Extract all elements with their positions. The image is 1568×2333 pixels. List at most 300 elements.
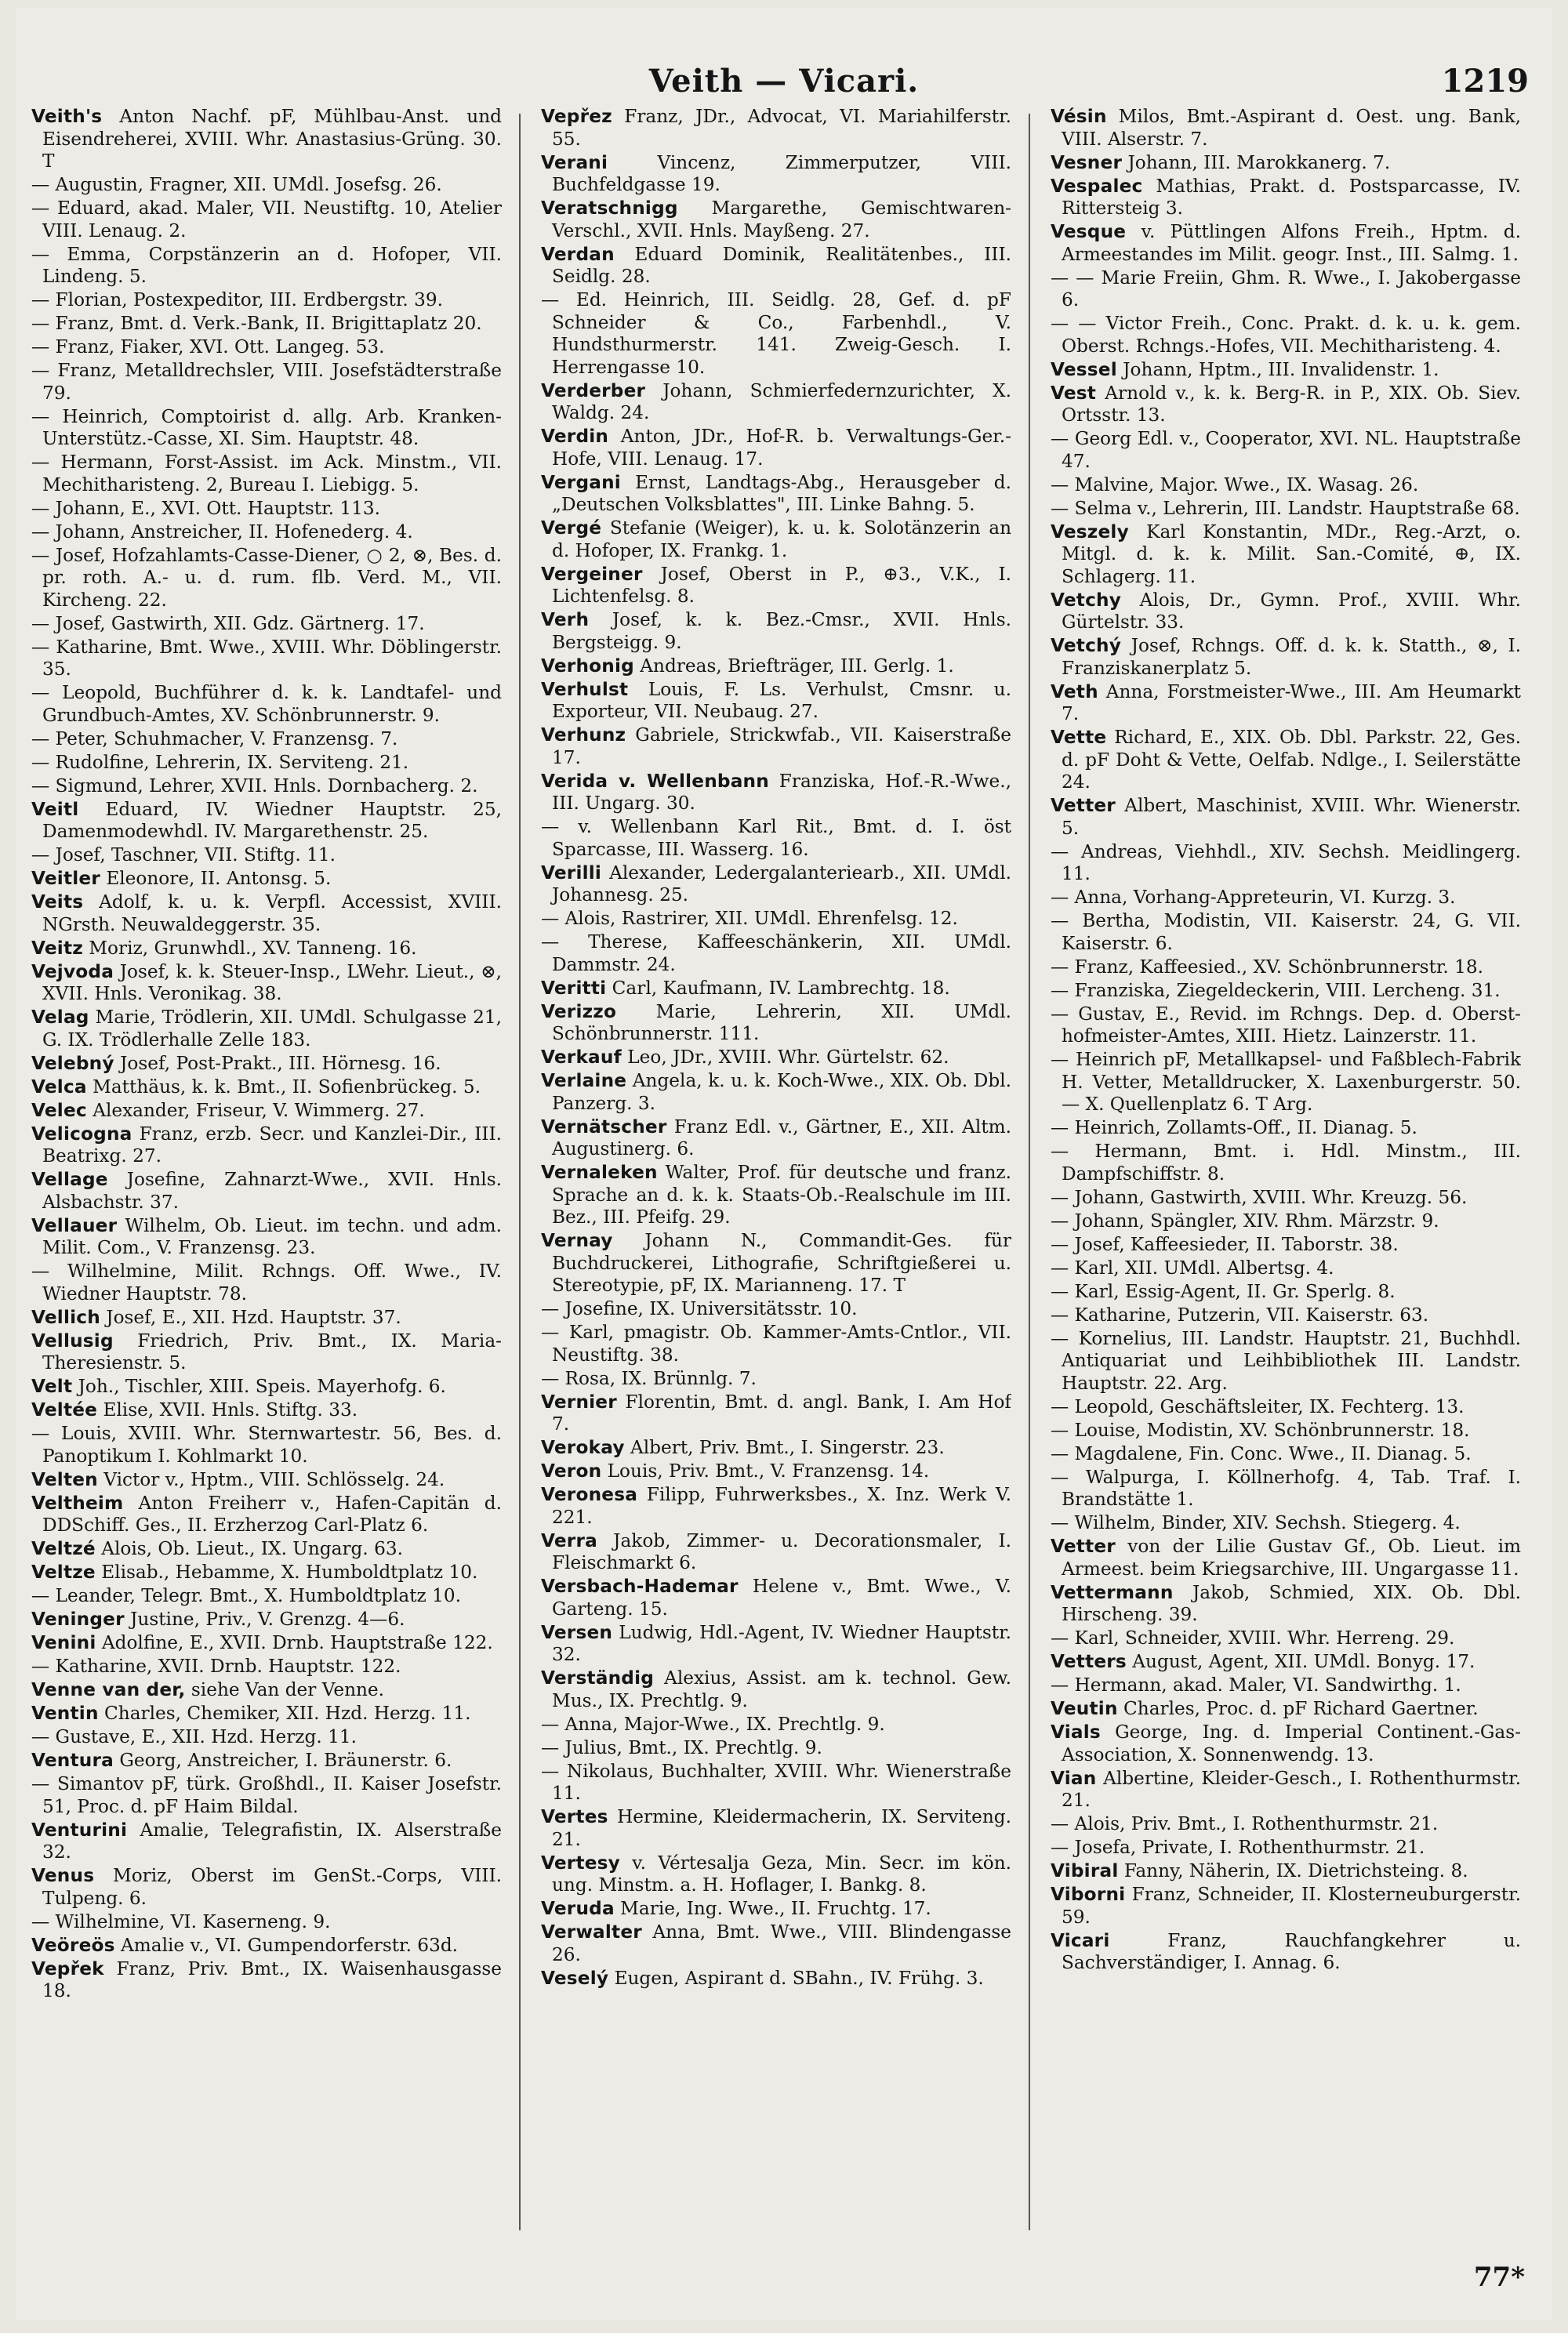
entry-surname: Vials — [1051, 1722, 1101, 1743]
entry-details: Charles, Chemiker, XII. Hzd. Herzg. 11. — [98, 1703, 471, 1724]
directory-entry — [1051, 474, 1521, 497]
entry-details: Walter, Prof. für deutsche und franz. Sprache an d. k. k. Staats-Ob.-Realschule im III. Bez., III. Pfeifg. 29. — [552, 1162, 1011, 1228]
entry-details: Fanny, Näherin, IX. Dietrichsteing. 8. — [1118, 1860, 1468, 1881]
directory-entry — [541, 106, 1011, 151]
entry-details: — Karl, Schneider, XVIII. Whr. Herreng. 29. — [1051, 1627, 1455, 1649]
entry-details: — Bertha, Modistin, VII. Kaiserstr. 24, G. VII. Kaiserstr. 6. — [1051, 910, 1521, 954]
directory-entry — [541, 931, 1011, 976]
entry-details: Josef, Rchngs. Off. d. k. k. Statth., ⊗, I. Franziskanerplatz 5. — [1062, 635, 1521, 679]
entry-surname: Veratschnigg — [541, 198, 678, 219]
directory-entry — [1051, 1420, 1521, 1442]
entry-details: — Kornelius, III. Landstr. Hauptstr. 21, Buchhdl. Antiquariat und Leihbibliothek III. Landstr. Hauptstr. 22. Arg. — [1051, 1327, 1521, 1394]
directory-entry — [31, 1585, 502, 1608]
directory-entry — [541, 816, 1011, 861]
directory-entry — [31, 1632, 502, 1655]
entry-details: Eleonore, II. Antonsg. 5. — [100, 868, 332, 889]
directory-entry — [31, 1609, 502, 1631]
entry-surname: Vernaleken — [541, 1162, 658, 1183]
entry-surname: Verwalter — [541, 1921, 642, 1943]
entry-surname: Ventura — [31, 1750, 114, 1771]
entry-details: — Johann, E., XVI. Ott. Hauptstr. 113. — [31, 497, 381, 519]
entry-details: Carl, Kaufmann, IV. Lambrechtg. 18. — [606, 977, 950, 999]
directory-entry — [541, 1116, 1011, 1161]
directory-entry — [1051, 1443, 1521, 1466]
entry-details: — Walpurga, I. Köllnerhofg. 4, Tab. Traf. I. Brandstätte 1. — [1051, 1466, 1521, 1510]
directory-entry — [1051, 1117, 1521, 1140]
directory-entry — [1051, 1837, 1521, 1860]
entry-details: — Franz, Metalldrechsler, VIII. Josefstädterstraße 79. — [31, 360, 502, 404]
entry-details: Charles, Proc. d. pF Richard Gaertner. — [1117, 1698, 1479, 1719]
directory-entry — [1051, 106, 1521, 151]
entry-surname: Veitz — [31, 937, 83, 959]
entry-details: Friedrich, Priv. Bmt., IX. Maria-Theresienstr. 5. — [42, 1330, 502, 1373]
page-number: 1219 — [1441, 63, 1529, 100]
entry-details: — Nikolaus, Buchhalter, XVIII. Whr. Wienerstraße 11. — [541, 1760, 1011, 1804]
entry-surname: Veszely — [1051, 521, 1129, 542]
directory-entry — [1051, 1674, 1521, 1697]
directory-entry — [541, 1761, 1011, 1805]
directory-entry — [1051, 428, 1521, 473]
entry-surname: Vellich — [31, 1306, 100, 1328]
entry-surname: Vetters — [1051, 1651, 1127, 1672]
directory-entry — [31, 244, 502, 288]
entry-details: Richard, E., XIX. Ob. Dbl. Parkstr. 22, Ges. d. pF Doht & Vette, Oelfab. Ndlge., I. Seilerstätte 24. — [1062, 727, 1521, 793]
entry-details: Josef, k. k. Steuer-Insp., LWehr. Lieut., ⊗, XVII. Hnls. Veronikag. 38. — [42, 960, 502, 1004]
directory-entry — [31, 1307, 502, 1330]
entry-surname: Vibiral — [1051, 1860, 1119, 1881]
directory-entry — [541, 978, 1011, 1000]
entry-details: — Leander, Telegr. Bmt., X. Humboldtplatz 10. — [31, 1585, 462, 1606]
directory-entry — [31, 1820, 502, 1864]
directory-entry — [31, 1261, 502, 1305]
entry-details: — Karl, pmagistr. Ob. Kammer-Amts-Cntlor., VII. Neustiftg. 38. — [541, 1322, 1011, 1366]
entry-details: Elise, XVII. Hnls. Stiftg. 33. — [97, 1399, 358, 1420]
directory-entry — [31, 1100, 502, 1123]
entry-details: Johann, Schmierfedernzurichter, X. Waldg. 24. — [552, 379, 1011, 423]
entry-details: — Therese, Kaffeeschänkerin, XII. UMdl. Dammstr. 24. — [541, 931, 1011, 975]
directory-entry — [541, 564, 1011, 608]
column-3 — [1051, 106, 1521, 2238]
directory-entry — [31, 1330, 502, 1375]
entry-details: Marie, Lehrerin, XII. UMdl. Schönbrunnerstr. 111. — [552, 1000, 1011, 1044]
directory-entry — [541, 1162, 1011, 1229]
entry-details: — Franz, Fiaker, XVI. Ott. Langeg. 53. — [31, 336, 385, 357]
entry-surname: Vellage — [31, 1169, 108, 1190]
directory-entry — [1051, 1813, 1521, 1836]
entry-details: Arnold v., k. k. Berg-R. in P., XIX. Ob. Siev. Ortsstr. 13. — [1062, 382, 1521, 426]
directory-entry — [541, 1806, 1011, 1851]
directory-entry — [31, 1399, 502, 1422]
entry-surname: Vesner — [1051, 151, 1123, 173]
directory-entry — [541, 1484, 1011, 1529]
entry-surname: Viborni — [1051, 1884, 1126, 1905]
entry-surname: Verdin — [541, 426, 609, 447]
entry-details: — Hermann, akad. Maler, VI. Sandwirthg. 1. — [1051, 1674, 1461, 1696]
entry-details: — Josef, Gastwirth, XII. Gdz. Gärtnerg. 17. — [31, 612, 425, 634]
directory-entry — [1051, 956, 1521, 979]
entry-details: Mathias, Prakt. d. Postsparcasse, IV. Rittersteig 3. — [1062, 175, 1521, 219]
entry-details: Georg, Anstreicher, I. Bräunerstr. 6. — [114, 1750, 452, 1771]
directory-entry — [541, 1852, 1011, 1897]
entry-details: Elisab., Hebamme, X. Humboldtplatz 10. — [95, 1562, 478, 1583]
directory-entry — [31, 289, 502, 312]
entry-details: — Johann, Gastwirth, XVIII. Whr. Kreuzg. 56. — [1051, 1186, 1468, 1208]
entry-surname: Verani — [541, 151, 608, 173]
entry-details: — Emma, Corpstänzerin an d. Hofoper, VII. Lindeng. 5. — [31, 243, 502, 287]
directory-entry — [31, 1376, 502, 1399]
directory-entry — [31, 452, 502, 496]
entry-surname: Vian — [1051, 1767, 1097, 1789]
entry-details: — Leopold, Buchführer d. k. k. Landtafel- und Grundbuch-Amtes, XV. Schönbrunnerstr. 9. — [31, 682, 502, 726]
entry-details: — Julius, Bmt., IX. Prechtlg. 9. — [541, 1736, 822, 1758]
directory-entry — [31, 1123, 502, 1168]
directory-entry — [1051, 1698, 1521, 1721]
directory-columns — [31, 106, 1525, 2238]
directory-entry — [541, 1576, 1011, 1620]
directory-entry — [541, 198, 1011, 242]
entry-surname: Veöreös — [31, 1934, 115, 1956]
entry-details: — Ed. Heinrich, III. Seidlg. 28, Gef. d. pF Schneider & Co., Farbenhdl., V. Hundsthurmerstr. 141. Zweig-Gesch. I. Herrengasse 10. — [541, 289, 1011, 378]
entry-surname: Vicari — [1051, 1929, 1110, 1951]
entry-surname: Velec — [31, 1099, 87, 1121]
entry-details: — Rosa, IX. Brünnlg. 7. — [541, 1367, 757, 1389]
directory-entry — [1051, 727, 1521, 794]
directory-entry — [1051, 176, 1521, 220]
directory-entry — [31, 313, 502, 336]
entry-details: Anna, Bmt. Wwe., VIII. Blindengasse 26. — [552, 1921, 1011, 1965]
entry-details: Gabriele, Strickwfab., VII. Kaiserstraße 17. — [552, 724, 1011, 768]
entry-details: — Gustav, E., Revid. im Rchngs. Dep. d. Oberst-hofmeister-Amtes, XIII. Hietz. Lainzerstr. 11. — [1051, 1003, 1521, 1047]
entry-details: — Rudolfine, Lehrerin, IX. Serviteng. 21. — [31, 751, 409, 773]
entry-details: Eduard, IV. Wiedner Hauptstr. 25, Damenmodewhdl. IV. Margarethenstr. 25. — [42, 798, 502, 842]
directory-entry — [31, 637, 502, 681]
entry-details: — Louis, XVIII. Whr. Sternwartestr. 56, Bes. d. Panoptikum I. Kohlmarkt 10. — [31, 1423, 502, 1467]
directory-entry — [1051, 1722, 1521, 1766]
entry-surname: Veith's — [31, 106, 103, 127]
entry-details: Alois, Ob. Lieut., IX. Ungarg. 63. — [95, 1538, 403, 1559]
entry-details: — Simantov pF, türk. Großhdl., II. Kaiser Josefstr. 51, Proc. d. pF Haim Bildal. — [31, 1773, 502, 1817]
entry-details: Anton, JDr., Hof-R. b. Verwaltungs-Ger.-Hofe, VIII. Lenaug. 17. — [552, 426, 1011, 470]
entry-details: — Josefine, IX. Universitätsstr. 10. — [541, 1298, 858, 1319]
entry-details: — — Victor Freih., Conc. Prakt. d. k. u. k. gem. Oberst. Rchngs.-Hofes, VII. Mechitharisteng. 4. — [1051, 313, 1521, 357]
entry-surname: Verilli — [541, 862, 602, 883]
directory-entry — [1051, 1257, 1521, 1280]
directory-entry — [31, 1703, 502, 1725]
directory-entry — [1051, 498, 1521, 521]
entry-details: Franz, JDr., Advocat, VI. Mariahilferstr. 55. — [552, 106, 1011, 150]
entry-details: Franz, Rauchfangkehrer u. Sachverständiger, I. Annag. 6. — [1062, 1929, 1521, 1973]
entry-details: Eugen, Aspirant d. SBahn., IV. Frühg. 3. — [608, 1967, 984, 1989]
entry-surname: Veutin — [1051, 1698, 1118, 1719]
directory-entry — [541, 771, 1011, 815]
entry-details: Jakob, Zimmer- u. Decorationsmaler, I. Fleischmarkt 6. — [552, 1529, 1011, 1573]
entry-surname: Velicogna — [31, 1123, 132, 1145]
directory-entry — [31, 682, 502, 727]
entry-surname: Vernay — [541, 1230, 613, 1251]
directory-entry — [31, 1215, 502, 1260]
entry-details: — Leopold, Geschäftsleiter, IX. Fechterg. 13. — [1051, 1395, 1465, 1417]
directory-entry — [1051, 1512, 1521, 1535]
directory-entry — [1051, 841, 1521, 886]
directory-entry — [541, 1530, 1011, 1575]
entry-surname: Versen — [541, 1621, 613, 1643]
entry-details: Eduard Dominik, Realitätenbes., III. Seidlg. 28. — [552, 243, 1011, 287]
directory-entry — [31, 1679, 502, 1702]
entry-details: Florentin, Bmt. d. angl. Bank, I. Am Hof 7. — [552, 1391, 1011, 1435]
entry-surname: Verizzo — [541, 1000, 617, 1022]
directory-entry — [31, 1865, 502, 1910]
entry-surname: Velebný — [31, 1052, 114, 1074]
directory-entry — [1051, 1651, 1521, 1674]
directory-entry — [31, 336, 502, 359]
entry-details: — Heinrich, Zollamts-Off., II. Dianag. 5. — [1051, 1117, 1417, 1138]
entry-surname: Velag — [31, 1007, 89, 1028]
entry-details: — Katharine, Bmt. Wwe., XVIII. Whr. Döblingerstr. 35. — [31, 636, 502, 680]
entry-surname: Vepřez — [541, 106, 612, 127]
entry-surname: Versbach-Hademar — [541, 1576, 739, 1597]
entry-details: Louis, Priv. Bmt., V. Franzensg. 14. — [601, 1460, 930, 1482]
entry-details: — — Marie Freiin, Ghm. R. Wwe., I. Jakobergasse 6. — [1051, 267, 1521, 310]
directory-entry — [31, 198, 502, 242]
entry-surname: Veth — [1051, 680, 1098, 702]
entry-details: — Heinrich, Comptoirist d. allg. Arb. Kranken-Unterstütz.-Casse, XI. Sim. Hauptstr. 48. — [31, 405, 502, 449]
directory-entry — [541, 1437, 1011, 1460]
entry-surname: Veitler — [31, 868, 100, 889]
entry-surname: Verderber — [541, 379, 646, 401]
directory-entry — [31, 1469, 502, 1492]
directory-entry — [31, 1169, 502, 1214]
entry-surname: Vette — [1051, 727, 1107, 748]
entry-surname: Verständig — [541, 1667, 655, 1689]
entry-surname: Vertes — [541, 1806, 608, 1827]
entry-details: Josefine, Zahnarzt-Wwe., XVII. Hnls. Alsbachstr. 37. — [42, 1169, 502, 1213]
directory-entry — [1051, 1930, 1521, 1975]
directory-entry — [31, 1958, 502, 2003]
directory-entry — [31, 1911, 502, 1934]
entry-details: v. Püttlingen Alfons Freih., Hptm. d. Armeestandes im Milit. geogr. Inst., III. Salmg. 1. — [1062, 221, 1521, 265]
directory-entry — [31, 1053, 502, 1076]
directory-entry — [541, 152, 1011, 197]
entry-details: Adolf, k. u. k. Verpfl. Accessist, XVIII. NGrsth. Neuwaldeggerstr. 35. — [42, 891, 502, 935]
directory-entry — [31, 1007, 502, 1051]
entry-details: Amalie, Telegrafistin, IX. Alserstraße 32. — [42, 1819, 502, 1863]
directory-entry — [541, 1460, 1011, 1483]
directory-entry — [1051, 1582, 1521, 1627]
entry-details: Margarethe, Gemischtwaren-Verschl., XVII. Hnls. Mayßeng. 27. — [552, 198, 1011, 241]
entry-details: Alexius, Assist. am k. technol. Gew. Mus., IX. Prechtlg. 9. — [552, 1667, 1011, 1711]
directory-entry — [31, 1493, 502, 1537]
directory-entry — [1051, 1141, 1521, 1185]
entry-surname: Verokay — [541, 1437, 625, 1458]
entry-details: Johann, III. Marokkanerg. 7. — [1122, 151, 1391, 173]
entry-details: Franziska, Hof.-R.-Wwe., III. Ungarg. 30. — [552, 770, 1011, 814]
entry-details: Johann N., Commandit-Ges. für Buchdruckerei, Lithografie, Schriftgießerei u. Stereotypie, pF, IX. Marianneng. 17. T — [552, 1230, 1011, 1296]
directory-entry — [541, 1898, 1011, 1921]
directory-entry — [541, 244, 1011, 288]
entry-details: Anton Freiherr v., Hafen-Capitän d. DDSchiff. Ges., II. Erzherzog Carl-Platz 6. — [42, 1492, 502, 1536]
directory-entry — [31, 1076, 502, 1099]
entry-surname: Venini — [31, 1632, 96, 1653]
directory-entry — [1051, 152, 1521, 175]
entry-surname: Verdan — [541, 243, 615, 265]
entry-details: Ernst, Landtags-Abg., Herausgeber d. „Deutschen Volksblattes", III. Linke Bahng. 5. — [552, 471, 1011, 515]
directory-entry — [1051, 795, 1521, 840]
entry-surname: Veltheim — [31, 1492, 124, 1514]
entry-details: Wilhelm, Ob. Lieut. im techn. und adm. Milit. Com., V. Franzensg. 23. — [42, 1214, 502, 1258]
entry-surname: Vergeiner — [541, 563, 643, 585]
directory-entry — [541, 1001, 1011, 1046]
directory-entry — [541, 426, 1011, 470]
entry-details: Albertine, Kleider-Gesch., I. Rothenthurmstr. 21. — [1062, 1767, 1521, 1811]
entry-details: Ludwig, Hdl.-Agent, IV. Wiedner Hauptstr. 32. — [552, 1621, 1011, 1665]
directory-entry — [1051, 635, 1521, 680]
entry-surname: Vesque — [1051, 221, 1127, 242]
directory-entry — [31, 1935, 502, 1957]
directory-entry — [31, 360, 502, 405]
entry-details: Hermine, Kleidermacherin, IX. Serviteng. 21. — [552, 1806, 1011, 1850]
entry-surname: Vettermann — [1051, 1581, 1174, 1603]
entry-details: — Josefa, Private, I. Rothenthurmstr. 21. — [1051, 1837, 1425, 1858]
entry-surname: Veltze — [31, 1562, 96, 1583]
entry-details: Josef, E., XII. Hzd. Hauptstr. 37. — [100, 1306, 401, 1328]
directory-entry — [541, 862, 1011, 907]
directory-entry — [31, 868, 502, 891]
entry-details: — Anna, Vorhang-Appreteurin, VI. Kurzg. 3. — [1051, 887, 1456, 908]
entry-surname: Vergé — [541, 517, 602, 539]
directory-entry — [1051, 1328, 1521, 1395]
directory-entry — [541, 517, 1011, 562]
entry-details: — Josef, Taschner, VII. Stiftg. 11. — [31, 844, 336, 865]
directory-entry — [1051, 1304, 1521, 1327]
directory-entry — [541, 1070, 1011, 1115]
directory-entry — [31, 1562, 502, 1584]
entry-details: Franz Edl. v., Gärtner, E., XII. Altm. Augustinerg. 6. — [552, 1116, 1011, 1159]
entry-details: Alois, Dr., Gymn. Prof., XVIII. Whr. Gürtelstr. 33. — [1062, 589, 1521, 633]
entry-details: Leo, JDr., XVIII. Whr. Gürtelstr. 62. — [621, 1047, 949, 1068]
directory-entry — [31, 844, 502, 867]
entry-surname: Verhunz — [541, 724, 626, 746]
running-title: Veith — Vicari. — [648, 63, 920, 100]
entry-surname: Vernätscher — [541, 1116, 667, 1137]
directory-entry — [541, 1368, 1011, 1391]
entry-details: Albert, Maschinist, XVIII. Whr. Wienerstr. 5. — [1062, 795, 1521, 839]
entry-details: Moriz, Oberst im GenSt.-Corps, VIII. Tulpeng. 6. — [42, 1865, 502, 1909]
entry-details: — Anna, Major-Wwe., IX. Prechtlg. 9. — [541, 1713, 885, 1735]
entry-details: — Alois, Rastrirer, XII. UMdl. Ehrenfelsg. 12. — [541, 908, 958, 929]
entry-details: — Alois, Priv. Bmt., I. Rothenthurmstr. 21. — [1051, 1813, 1439, 1834]
entry-details: Albert, Priv. Bmt., I. Singerstr. 23. — [624, 1437, 945, 1458]
entry-details: Louis, F. Ls. Verhulst, Cmsnr. u. Exporteur, VII. Neubaug. 27. — [552, 678, 1011, 722]
directory-entry — [541, 1921, 1011, 1966]
column-1 — [31, 106, 502, 2238]
entry-surname: Verkauf — [541, 1047, 622, 1068]
directory-entry — [1051, 1467, 1521, 1511]
directory-entry — [1051, 681, 1521, 726]
directory-entry — [31, 891, 502, 936]
entry-details: siehe Van der Venne. — [185, 1679, 385, 1700]
entry-surname: Vetter — [1051, 795, 1116, 816]
entry-surname: Veselý — [541, 1967, 609, 1989]
entry-details: — Franz, Bmt. d. Verk.-Bank, II. Brigittaplatz 20. — [31, 313, 482, 334]
entry-details: Franz, erzb. Secr. und Kanzlei-Dir., III. Beatrixg. 27. — [42, 1123, 502, 1166]
directory-entry — [1051, 221, 1521, 266]
directory-entry — [31, 799, 502, 844]
directory-entry — [31, 498, 502, 521]
entry-details: — Katharine, XVII. Drnb. Hauptstr. 122. — [31, 1656, 401, 1677]
column-2 — [541, 106, 1011, 2238]
entry-details: Helene v., Bmt. Wwe., V. Garteng. 15. — [552, 1576, 1011, 1620]
entry-details: — v. Wellenbann Karl Rit., Bmt. d. I. öst Sparcasse, III. Wasserg. 16. — [541, 816, 1011, 860]
entry-surname: Vésin — [1051, 106, 1107, 127]
entry-details: — Franz, Kaffeesied., XV. Schönbrunnerstr. 18. — [1051, 956, 1484, 978]
entry-details: Stefanie (Weiger), k. u. k. Solotänzerin an d. Hofoper, IX. Frankg. 1. — [552, 517, 1011, 561]
directory-entry — [541, 724, 1011, 769]
entry-details: v. Vértesalja Geza, Min. Secr. im kön. ung. Minstm. a. H. Hoflager, I. Bankg. 8. — [552, 1852, 1011, 1896]
entry-surname: Vernier — [541, 1391, 617, 1413]
entry-details: — Wilhelmine, VI. Kaserneng. 9. — [31, 1910, 331, 1932]
directory-entry — [31, 1423, 502, 1468]
directory-entry — [541, 1298, 1011, 1321]
directory-entry — [1051, 1187, 1521, 1210]
entry-details: — Eduard, akad. Maler, VII. Neustiftg. 10, Atelier VIII. Lenaug. 2. — [31, 198, 502, 241]
entry-surname: Veninger — [31, 1609, 125, 1630]
directory-entry — [541, 472, 1011, 517]
entry-details: — Sigmund, Lehrer, XVII. Hnls. Dornbacherg. 2. — [31, 775, 478, 796]
entry-surname: Veruda — [541, 1898, 615, 1919]
entry-details: — Katharine, Putzerin, VII. Kaiserstr. 63. — [1051, 1304, 1429, 1326]
entry-surname: Vetter — [1051, 1536, 1116, 1557]
entry-details: George, Ing. d. Imperial Continent.-Gas-Association, X. Sonnenwendg. 13. — [1062, 1722, 1521, 1765]
directory-entry — [1051, 590, 1521, 634]
directory-entry — [541, 609, 1011, 654]
entry-details: Victor v., Hptm., VIII. Schlösselg. 24. — [97, 1468, 445, 1490]
entry-details: Amalie v., VI. Gumpendorferstr. 63d. — [114, 1934, 459, 1956]
entry-details: Anton Nachf. pF, Mühlbau-Anst. und Eisendreherei, XVIII. Whr. Anastasius-Grüng. 30. T — [42, 106, 502, 172]
entry-surname: Ventin — [31, 1703, 99, 1724]
entry-details: — Franziska, Ziegeldeckerin, VIII. Lercheng. 31. — [1051, 979, 1501, 1001]
entry-surname: Verra — [541, 1529, 597, 1551]
directory-entry — [1051, 313, 1521, 357]
entry-details: Josef, k. k. Bez.-Cmsr., XVII. Hnls. Bergsteigg. 9. — [552, 609, 1011, 653]
directory-entry — [541, 1047, 1011, 1069]
directory-entry — [31, 613, 502, 636]
entry-details: Johann, Hptm., III. Invalidenstr. 1. — [1116, 358, 1439, 380]
directory-entry — [1051, 887, 1521, 909]
entry-details: Marie, Ing. Wwe., II. Fruchtg. 17. — [614, 1898, 931, 1919]
directory-entry — [541, 1968, 1011, 1990]
entry-details: Andreas, Briefträger, III. Gerlg. 1. — [633, 655, 954, 677]
directory-entry — [1051, 267, 1521, 312]
entry-details: — Karl, XII. UMdl. Albertsg. 4. — [1051, 1257, 1334, 1279]
entry-details: — Heinrich pF, Metallkapsel- und Faßblech-Fabrik H. Vetter, Metalldrucker, X. Laxenburgerstr. 50. — X. Quellenplatz 6. T Arg. — [1051, 1049, 1521, 1115]
entry-details: Moriz, Grunwhdl., XV. Tanneng. 16. — [82, 937, 417, 959]
directory-entry — [31, 938, 502, 960]
entry-details: — Karl, Essig-Agent, II. Gr. Sperlg. 8. — [1051, 1280, 1396, 1302]
entry-details: — Peter, Schuhmacher, V. Franzensg. 7. — [31, 727, 398, 749]
entry-details: — Augustin, Fragner, XII. UMdl. Josefsg. 26. — [31, 174, 442, 195]
entry-surname: Vetchy — [1051, 589, 1122, 611]
entry-surname: Vertesy — [541, 1852, 620, 1874]
entry-surname: Velten — [31, 1468, 98, 1490]
directory-entry — [1051, 1768, 1521, 1812]
entry-details: Franz, Priv. Bmt., IX. Waisenhausgasse 18. — [42, 1957, 502, 2001]
entry-details: — Johann, Spängler, XIV. Rhm. Märzstr. 9. — [1051, 1210, 1439, 1232]
entry-surname: Verida v. Wellenbann — [541, 770, 769, 792]
directory-entry — [541, 1322, 1011, 1366]
directory-entry — [541, 1714, 1011, 1736]
directory-entry — [1051, 1536, 1521, 1580]
entry-surname: Veronesa — [541, 1484, 638, 1505]
